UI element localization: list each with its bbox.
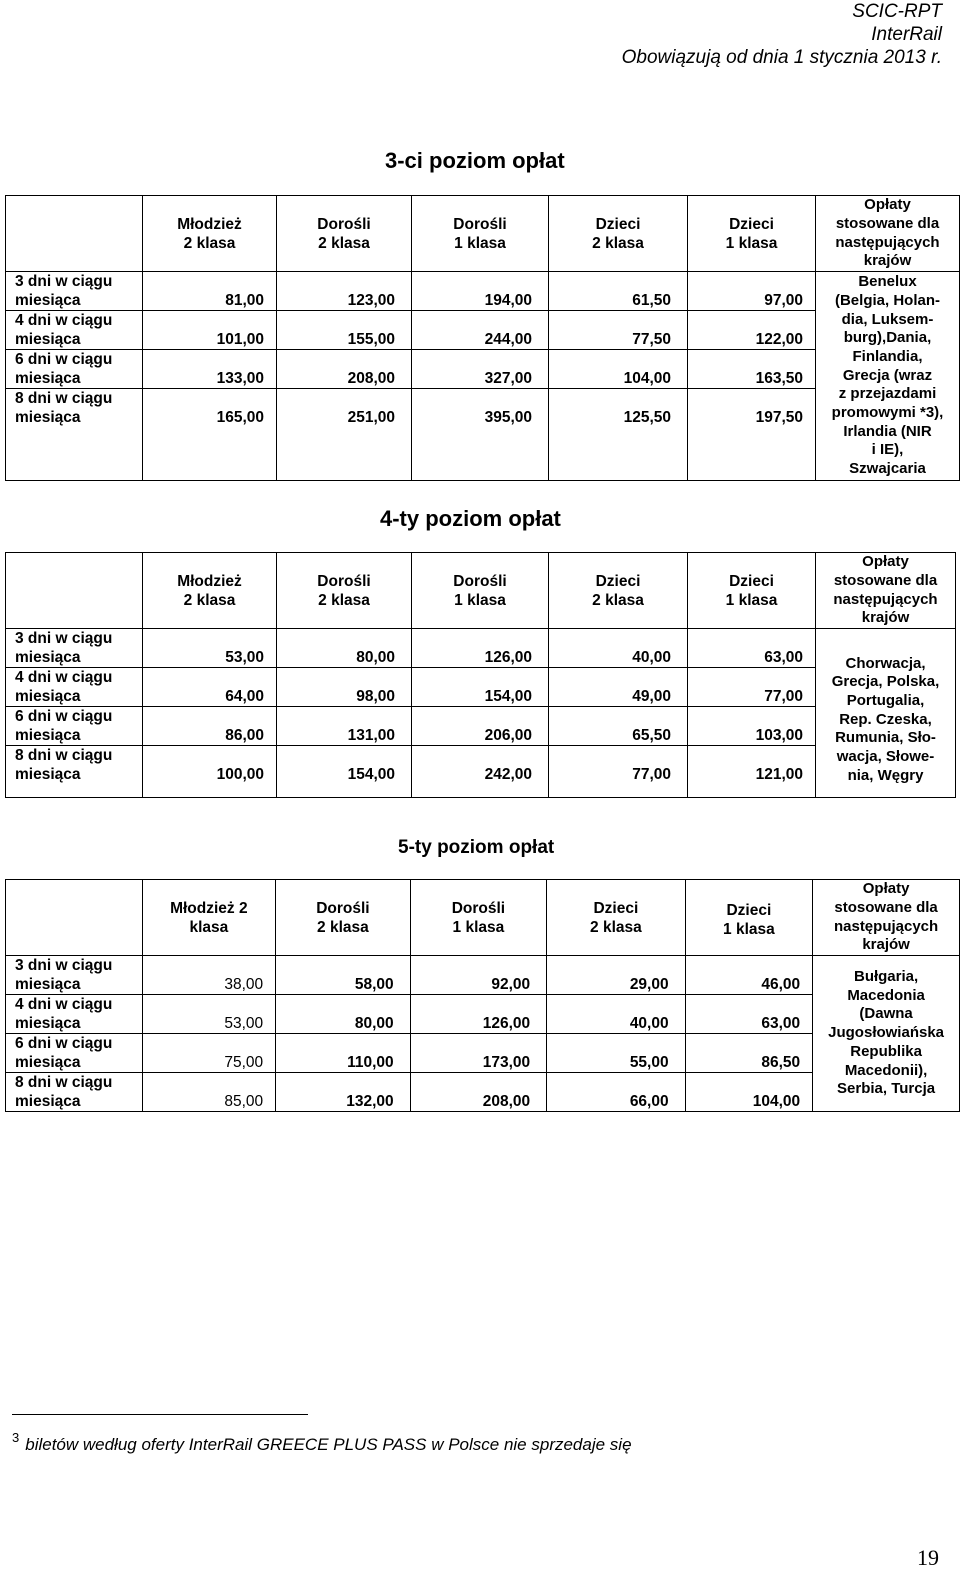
fare-cell: 173,00 (410, 1034, 547, 1073)
row-label: 8 dni w ciągu miesiąca (6, 389, 143, 481)
countries-header: Opłaty stosowane dla następujących krajów (816, 553, 956, 629)
column-header: Dzieci 1 klasa (688, 196, 816, 272)
fare-cell: 154,00 (277, 746, 412, 798)
fare-cell: 49,00 (549, 668, 688, 707)
fare-cell: 53,00 (143, 629, 277, 668)
column-header: Dorośli 2 klasa (277, 196, 412, 272)
table-row (6, 272, 960, 311)
footnote (12, 1430, 632, 1455)
column-header: Dorośli 1 klasa (412, 553, 549, 629)
fare-cell: 86,00 (143, 707, 277, 746)
fare-cell: 66,00 (547, 1073, 685, 1112)
fare-cell: 77,50 (549, 311, 688, 350)
row-label: 3 dni w ciągu miesiąca (6, 629, 143, 668)
fare-cell: 98,00 (277, 668, 412, 707)
fare-cell: 194,00 (412, 272, 549, 311)
fare-cell: 63,00 (688, 629, 816, 668)
level-5-fare-table (5, 879, 960, 1112)
fare-cell: 104,00 (549, 350, 688, 389)
fare-cell: 29,00 (547, 956, 685, 995)
column-header: Dorośli 2 klasa (276, 880, 411, 956)
table-row (6, 956, 960, 995)
fare-cell: 40,00 (549, 629, 688, 668)
fare-cell: 63,00 (685, 995, 813, 1034)
fare-cell: 46,00 (685, 956, 813, 995)
column-header: Dzieci 2 klasa (547, 880, 685, 956)
fare-cell: 165,00 (143, 389, 277, 481)
fare-cell: 327,00 (412, 350, 549, 389)
row-label: 6 dni w ciągu miesiąca (6, 1034, 143, 1073)
fare-cell: 38,00 (142, 956, 276, 995)
header-corner-cell (6, 553, 143, 629)
fare-cell: 206,00 (412, 707, 549, 746)
fare-cell: 77,00 (688, 668, 816, 707)
level-4-fare-table (5, 552, 956, 798)
countries-cell: Bułgaria, Macedonia (Dawna Jugosłowiańska Republika Macedonii), Serbia, Turcja (813, 956, 960, 1112)
fare-cell: 126,00 (412, 629, 549, 668)
level-3-fare-table (5, 195, 960, 481)
header-code: SCIC-RPT (852, 1, 942, 22)
row-label: 3 dni w ciągu miesiąca (6, 956, 143, 995)
fare-cell: 81,00 (143, 272, 277, 311)
column-header: Dzieci 1 klasa (688, 553, 816, 629)
fare-cell: 122,00 (688, 311, 816, 350)
footnote-text: biletów według oferty InterRail GREECE PLUS PASS w Polsce nie sprzedaje się (25, 1435, 632, 1454)
fare-cell: 163,50 (688, 350, 816, 389)
row-label: 6 dni w ciągu miesiąca (6, 350, 143, 389)
fare-cell: 208,00 (277, 350, 412, 389)
fare-cell: 126,00 (410, 995, 547, 1034)
row-label: 8 dni w ciągu miesiąca (6, 1073, 143, 1112)
fare-cell: 53,00 (142, 995, 276, 1034)
table-header-row (6, 880, 960, 956)
table-header-row (6, 553, 956, 629)
fare-cell: 86,50 (685, 1034, 813, 1073)
fare-cell: 77,00 (549, 746, 688, 798)
fare-cell: 80,00 (277, 629, 412, 668)
row-label: 4 dni w ciągu miesiąca (6, 995, 143, 1034)
header-validity: Obowiązują od dnia 1 stycznia 2013 r. (621, 47, 942, 68)
row-label: 4 dni w ciągu miesiąca (6, 668, 143, 707)
column-header: Dzieci 2 klasa (549, 553, 688, 629)
fare-cell: 244,00 (412, 311, 549, 350)
fare-cell: 123,00 (277, 272, 412, 311)
fare-cell: 104,00 (685, 1073, 813, 1112)
fare-cell: 85,00 (142, 1073, 276, 1112)
level-5-title: 5-ty poziom opłat (398, 837, 555, 858)
column-header: Dzieci 1 klasa (685, 880, 813, 956)
fare-cell: 65,50 (549, 707, 688, 746)
fare-cell: 100,00 (143, 746, 277, 798)
fare-cell: 154,00 (412, 668, 549, 707)
column-header: Młodzież 2 klasa (143, 196, 277, 272)
footnote-separator (12, 1414, 308, 1415)
fare-cell: 125,50 (549, 389, 688, 481)
fare-cell: 97,00 (688, 272, 816, 311)
fare-cell: 251,00 (277, 389, 412, 481)
level-3-title: 3-ci poziom opłat (385, 148, 565, 173)
fare-cell: 197,50 (688, 389, 816, 481)
header-corner-cell (6, 196, 143, 272)
page-number: 19 (917, 1545, 939, 1570)
column-header: Dorośli 1 klasa (410, 880, 547, 956)
row-label: 8 dni w ciągu miesiąca (6, 746, 143, 798)
fare-cell: 131,00 (277, 707, 412, 746)
fare-cell: 155,00 (277, 311, 412, 350)
table-row (6, 707, 956, 746)
table-header-row (6, 196, 960, 272)
countries-header: Opłaty stosowane dla następujących krajów (813, 880, 960, 956)
column-header: Młodzież 2 klasa (143, 553, 277, 629)
column-header: Dzieci 2 klasa (549, 196, 688, 272)
table-row (6, 629, 956, 668)
row-label: 4 dni w ciągu miesiąca (6, 311, 143, 350)
fare-cell: 242,00 (412, 746, 549, 798)
fare-cell: 101,00 (143, 311, 277, 350)
header-product: InterRail (871, 24, 942, 45)
fare-cell: 133,00 (143, 350, 277, 389)
row-label: 6 dni w ciągu miesiąca (6, 707, 143, 746)
header-corner-cell (6, 880, 143, 956)
countries-cell: Benelux (Belgia, Holan- dia, Luksem- burg),Dania, Finlandia, Grecja (wraz z przejazdami promowymi *3), Irlandia (NIR i IE), Szwajcaria (816, 272, 960, 481)
fare-cell: 58,00 (276, 956, 411, 995)
row-label: 3 dni w ciągu miesiąca (6, 272, 143, 311)
footnote-marker: 3 (12, 1430, 20, 1445)
countries-cell: Chorwacja, Grecja, Polska, Portugalia, Rep. Czeska, Rumunia, Sło- wacja, Słowe- nia, Węgry (816, 629, 956, 798)
column-header: Dorośli 1 klasa (412, 196, 549, 272)
fare-cell: 132,00 (276, 1073, 411, 1112)
fare-cell: 395,00 (412, 389, 549, 481)
fare-cell: 75,00 (142, 1034, 276, 1073)
fare-cell: 61,50 (549, 272, 688, 311)
fare-cell: 92,00 (410, 956, 547, 995)
countries-header: Opłaty stosowane dla następujących krajów (816, 196, 960, 272)
column-header: Młodzież 2 klasa (142, 880, 276, 956)
fare-cell: 64,00 (143, 668, 277, 707)
fare-cell: 80,00 (276, 995, 411, 1034)
fare-cell: 40,00 (547, 995, 685, 1034)
table-row (6, 668, 956, 707)
fare-cell: 110,00 (276, 1034, 411, 1073)
table-row (6, 746, 956, 798)
fare-cell: 121,00 (688, 746, 816, 798)
fare-cell: 103,00 (688, 707, 816, 746)
column-header: Dorośli 2 klasa (277, 553, 412, 629)
level-4-title: 4-ty poziom opłat (380, 506, 561, 531)
fare-cell: 55,00 (547, 1034, 685, 1073)
fare-cell: 208,00 (410, 1073, 547, 1112)
